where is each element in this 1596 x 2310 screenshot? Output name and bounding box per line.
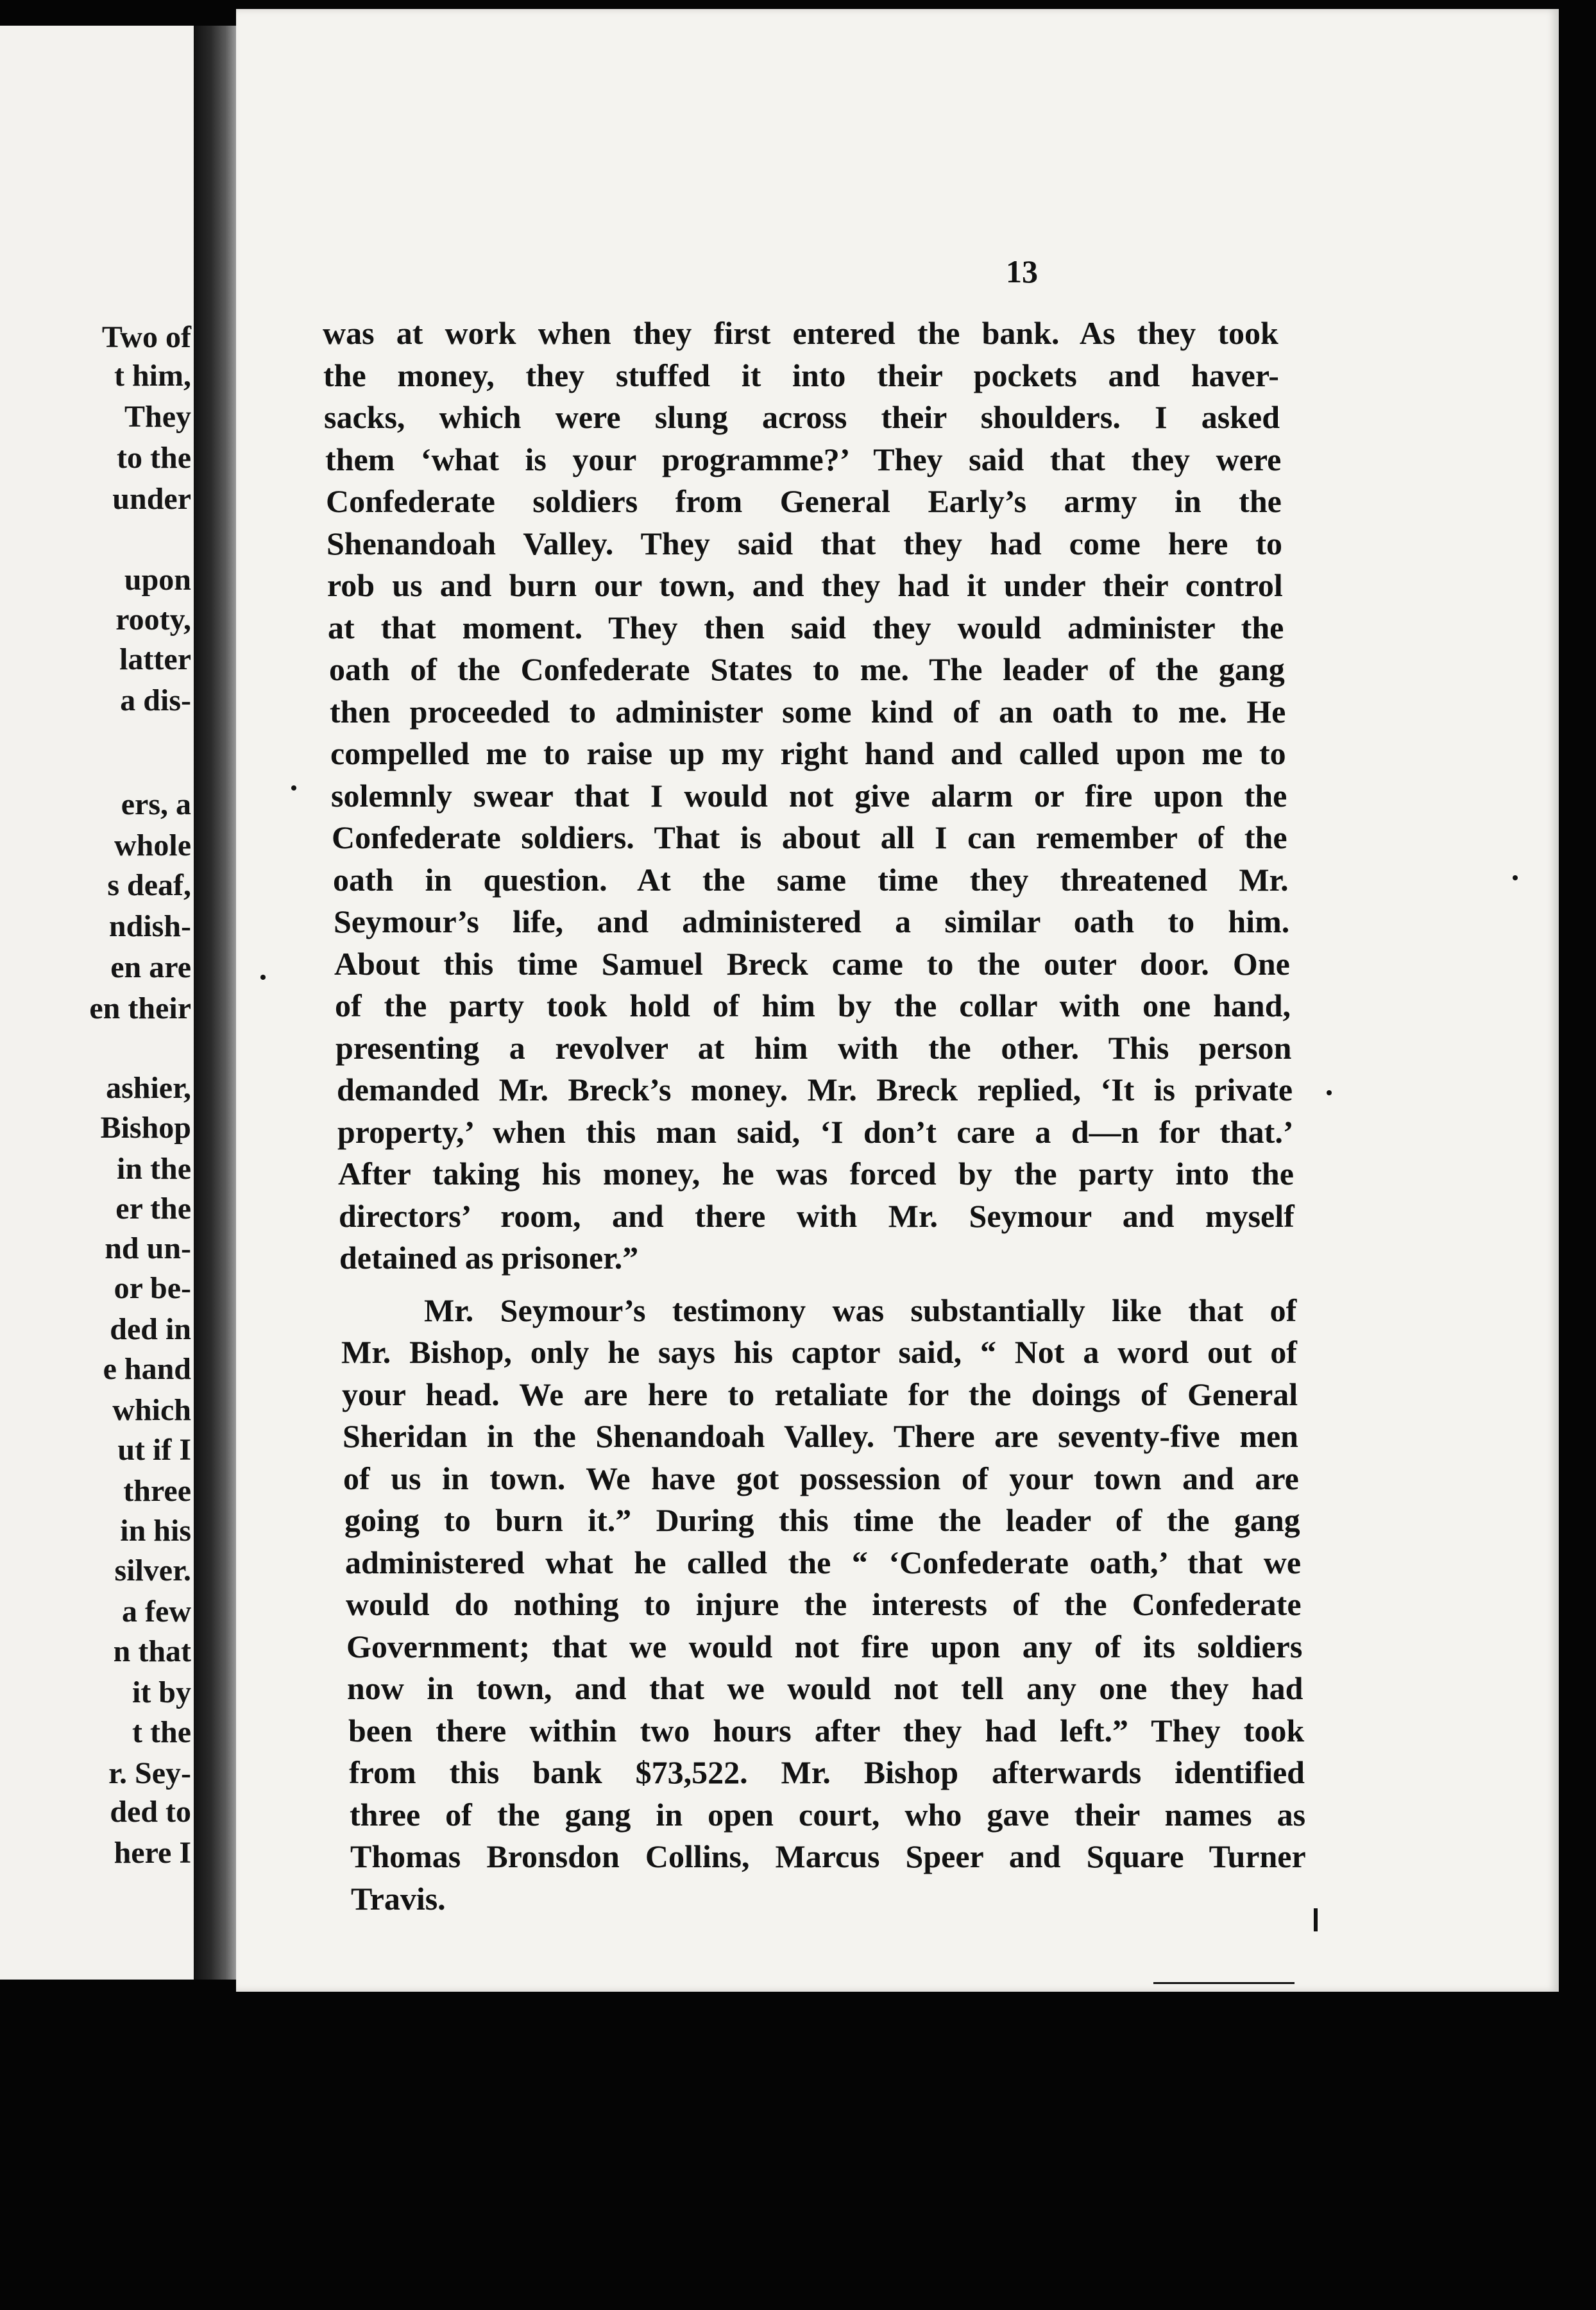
left-page-line: t him, [114,359,191,393]
left-page-line: whole [114,828,191,862]
body-text-line: of us in town. We have got possession of your town and are [343,1460,1299,1496]
body-text-line: Seymour’s life, and administered a similar oath to him. [334,903,1290,939]
body-text-line: them ‘what is your programme?’ They said that they were [325,441,1282,477]
left-page-line: rooty, [115,603,191,637]
body-text-line: been there within two hours after they had left.” They took [348,1713,1305,1749]
body-text-line: solemnly swear that I would not give alarm or fire upon the [331,778,1287,814]
speck-mark [1513,875,1518,880]
left-page-line: ndish- [108,909,191,943]
body-text-line: oath of the Confederate States to me. The leader of the gang [329,651,1285,687]
body-text-line: at that moment. They then said they would administer the [328,610,1284,646]
paragraph-start-line: Mr. Seymour’s testimony was substantially like that of [424,1292,1297,1328]
body-text-line: was at work when they first entered the bank. As they took [323,315,1278,351]
left-page-line: latter [119,642,191,676]
body-text-line: from this bank $73,522. Mr. Bishop afterwards identified [349,1754,1305,1790]
left-page-line: ded to [110,1795,191,1829]
left-page-line: three [123,1474,191,1508]
body-text-line: Government; that we would not fire upon any of its soldiers [346,1629,1303,1664]
left-page-line: t the [132,1715,191,1749]
body-text-line: directors’ room, and there with Mr. Seymour and myself [339,1198,1295,1234]
margin-mark [1153,1982,1295,1984]
left-page-line: ut if I [117,1433,191,1467]
body-text-line: compelled me to raise up my right hand and called upon me to [330,735,1286,771]
left-page-line: here I [114,1836,191,1870]
body-text-line: Mr. Bishop, only he says his captor said, “ Not a word out of [341,1334,1297,1370]
body-text-line: Travis. [351,1881,446,1917]
body-text-line: Sheridan in the Shenandoah Valley. There are seventy-five men [343,1418,1298,1454]
body-text-line: rob us and burn our town, and they had it under their control [327,567,1283,603]
left-page-line: under [112,482,191,516]
speck-mark [260,975,266,980]
left-page-line: in the [116,1152,191,1186]
right-page [236,9,1559,1992]
body-text-line: sacks, which were slung across their shoulders. I asked [324,399,1280,435]
body-text-line: then proceeded to administer some kind of an oath to me. He [330,694,1286,730]
speck-mark [291,785,296,791]
left-page-line: ashier, [106,1071,191,1105]
left-page-line: en are [110,950,191,984]
left-page-line: to the [117,441,191,475]
left-page-line: which [112,1393,191,1427]
margin-mark [1314,1908,1318,1931]
left-page-line: a dis- [120,683,191,717]
body-text-line: your head. We are here to retaliate for the doings of General [342,1376,1298,1412]
body-text-line: would do nothing to injure the interests of the Confederate [346,1586,1302,1622]
left-page-line: ers, a [121,787,191,821]
left-page-line: s deaf, [107,868,191,902]
left-page-line: n that [113,1634,191,1668]
left-page-line: silver. [114,1553,191,1587]
left-page-line: nd un- [105,1231,191,1265]
left-page-line: e hand [103,1352,191,1386]
left-page-line: Two of [101,320,191,354]
left-page-line: ded in [110,1312,191,1346]
body-text-line: now in town, and that we would not tell any one they had [347,1670,1303,1706]
body-text-line: of the party took hold of him by the collar with one hand, [335,988,1291,1023]
body-text-line: property,’ when this man said, ‘I don’t care a d—n for that.’ [337,1114,1294,1150]
body-text-line: administered what he called the “ ‘Confederate oath,’ that we [345,1544,1302,1580]
body-text-line: presenting a revolver at him with the other. This person [335,1030,1292,1066]
paragraph-end-line: detained as prisoner.” [339,1240,639,1276]
left-page-line: They [124,400,191,434]
left-page-line: it by [132,1675,191,1709]
left-page-line: in his [120,1514,191,1548]
body-text-line: Shenandoah Valley. They said that they had come here to [327,526,1283,561]
body-text-line: Thomas Bronsdon Collins, Marcus Speer and Square Turner [350,1838,1306,1874]
book-binding [194,26,236,1980]
page-number: 13 [1006,253,1038,289]
left-page-line: er the [115,1192,191,1226]
left-page-line: upon [124,563,191,597]
body-text-line: the money, they stuffed it into their pockets and haver- [323,357,1279,393]
body-text-line: demanded Mr. Breck’s money. Mr. Breck replied, ‘It is private [337,1072,1293,1108]
left-page-line: a few [122,1595,191,1629]
left-page-line: r. Sey- [108,1756,191,1790]
left-page-line: en their [89,991,191,1025]
body-text-line: After taking his money, he was forced by the party into the [338,1156,1294,1192]
left-page-line: Bishop [100,1111,191,1145]
left-page-fragment [0,26,199,1980]
left-page-line: or be- [114,1271,191,1305]
speck-mark [1327,1090,1332,1095]
body-text-line: three of the gang in open court, who gave their names as [350,1797,1306,1833]
body-text-line: Confederate soldiers from General Early’s army in the [326,483,1282,519]
body-text-line: going to burn it.” During this time the leader of the gang [344,1502,1300,1538]
body-text-line: oath in question. At the same time they threatened Mr. [333,862,1289,898]
body-text-line: About this time Samuel Breck came to the outer door. One [334,946,1290,982]
body-text-line: Confederate soldiers. That is about all I can remember of the [332,819,1287,855]
